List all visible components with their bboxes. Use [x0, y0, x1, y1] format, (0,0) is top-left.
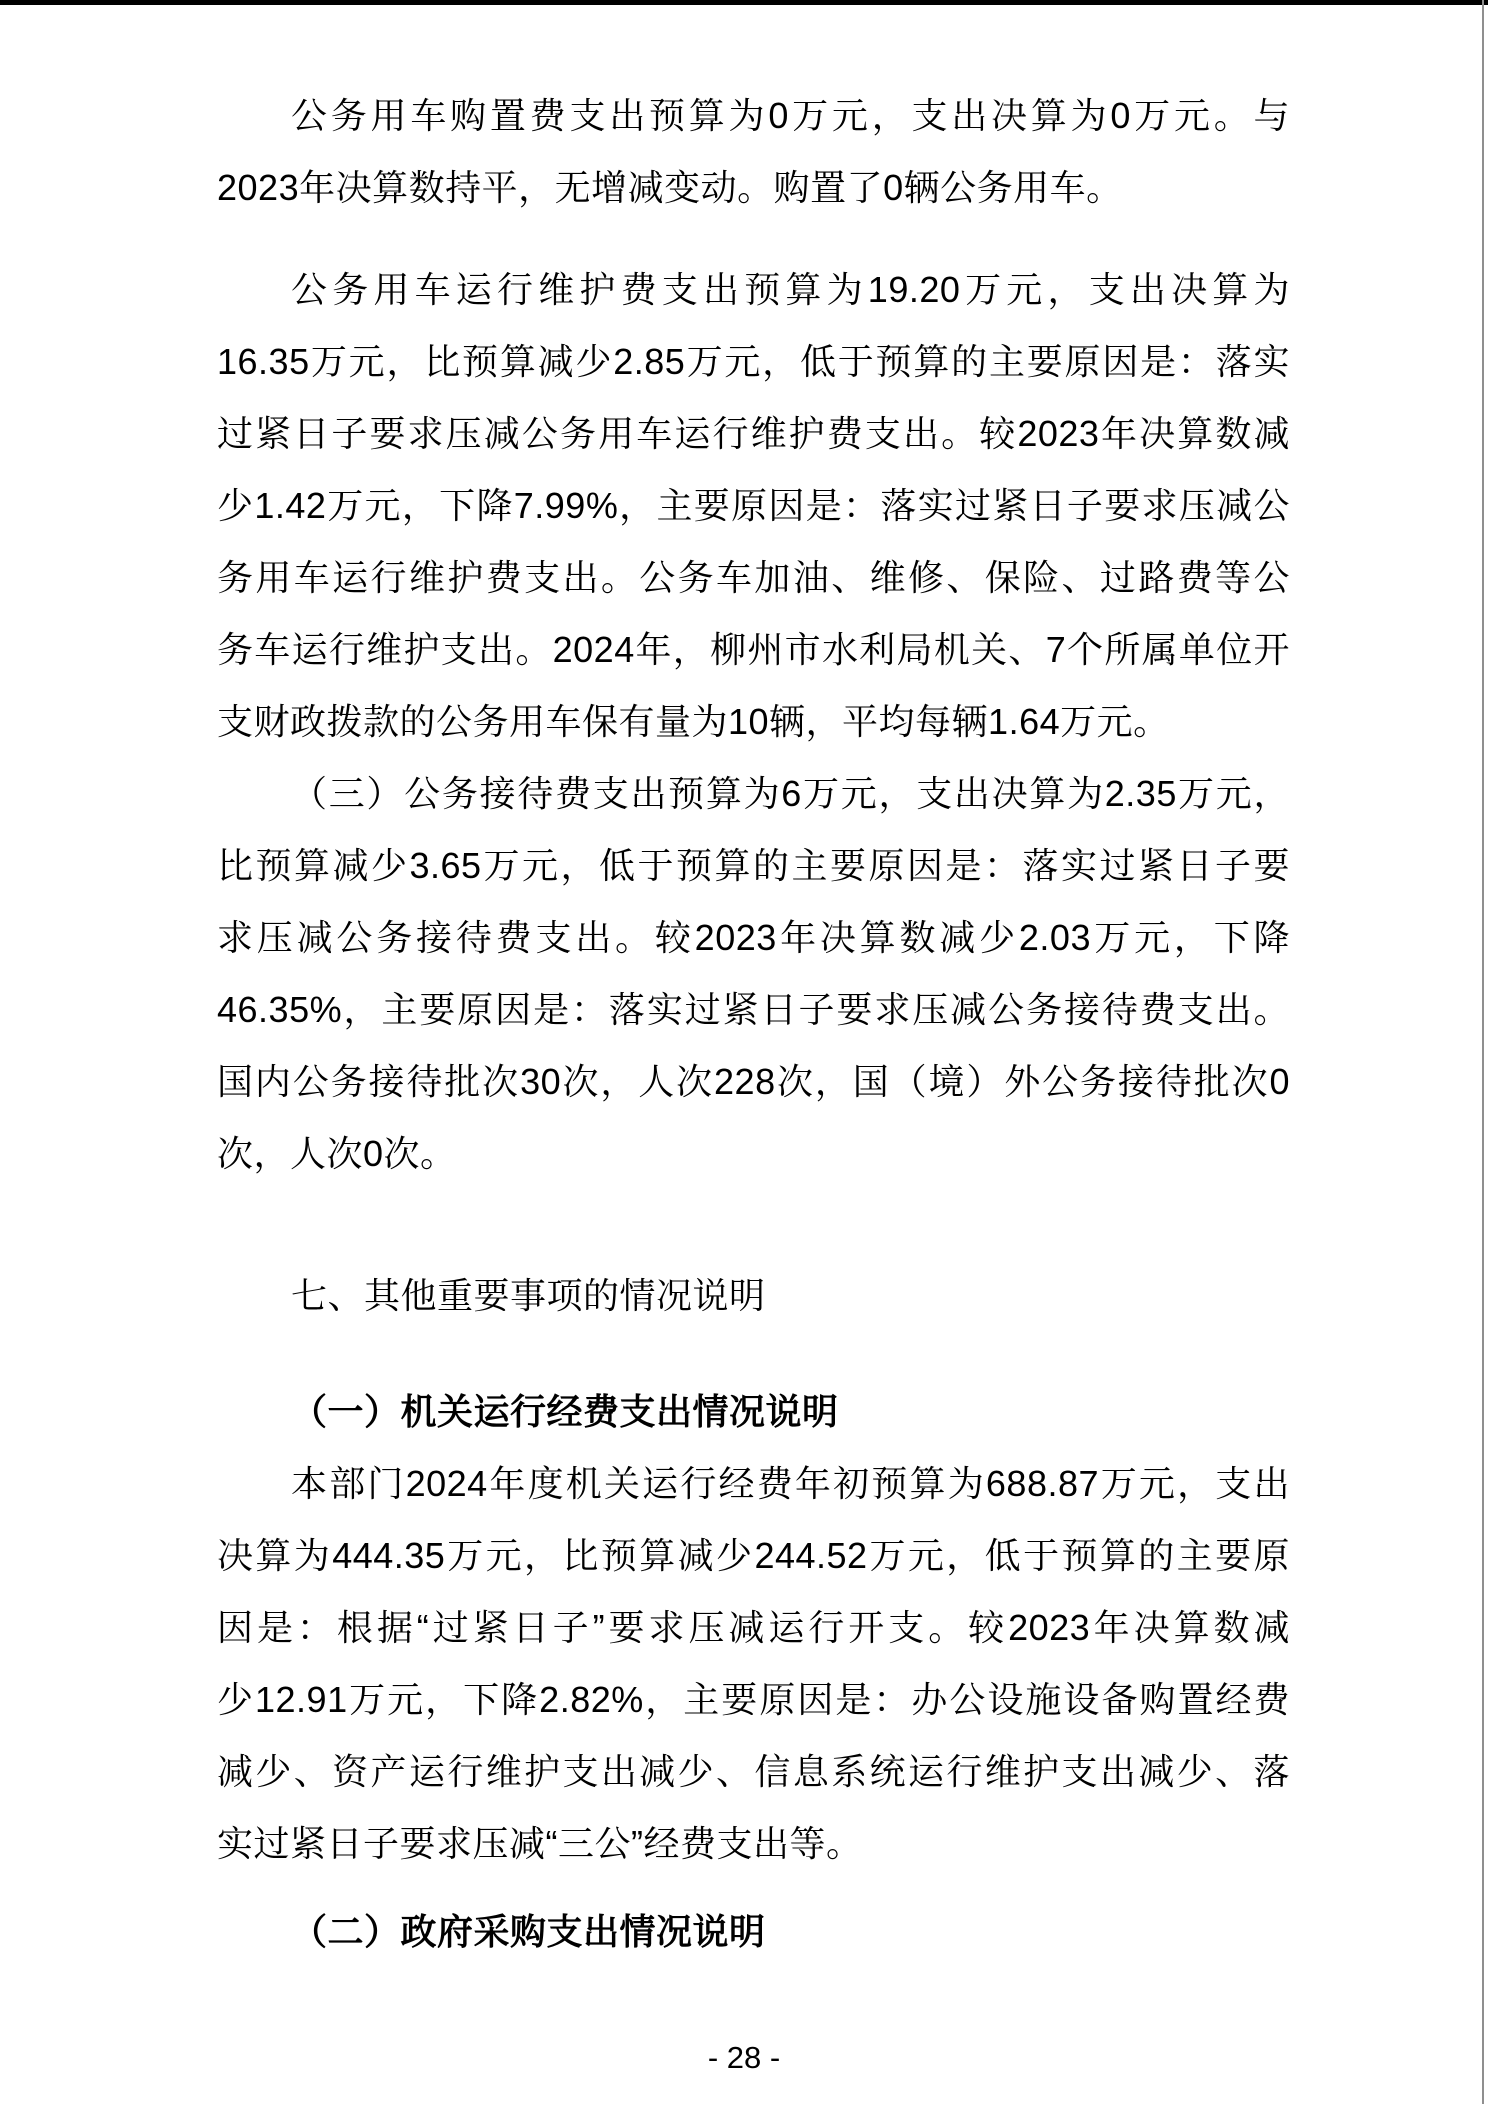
body-line: 实过紧日子要求压减“三公”经费支出等。 [217, 1823, 863, 1864]
subsection-heading: （一）机关运行经费支出情况说明 [291, 1391, 839, 1432]
body-line: 务用车运行维护费支出。公务车加油、维修、保险、过路费等公 [217, 557, 1290, 598]
body-line: 少1.42万元，下降7.99%，主要原因是：落实过紧日子要求压减公 [217, 485, 1290, 526]
body-line: 务车运行维护支出。2024年，柳州市水利局机关、7个所属单位开 [217, 629, 1290, 670]
body-line: 因是：根据“过紧日子”要求压减运行开支。较2023年决算数减 [217, 1607, 1290, 1648]
body-line: 减少、资产运行维护支出减少、信息系统运行维护支出减少、落 [217, 1751, 1290, 1792]
body-line: 公务用车运行维护费支出预算为19.20万元，支出决算为 [291, 269, 1290, 310]
body-line: 2023年决算数持平，无增减变动。购置了0辆公务用车。 [217, 167, 1123, 208]
body-line: 决算为444.35万元，比预算减少244.52万元，低于预算的主要原 [217, 1535, 1290, 1576]
body-line: 次，人次0次。 [217, 1133, 457, 1174]
body-line: 国内公务接待批次30次，人次228次，国（境）外公务接待批次0 [217, 1061, 1290, 1102]
body-line: 本部门2024年度机关运行经费年初预算为688.87万元，支出 [291, 1463, 1290, 1504]
body-line: 支财政拨款的公务用车保有量为10辆，平均每辆1.64万元。 [217, 701, 1170, 742]
page-number: - 28 - [707, 2040, 781, 2075]
section-heading: 七、其他重要事项的情况说明 [291, 1275, 766, 1316]
body-line: （三）公务接待费支出预算为6万元，支出决算为2.35万元， [291, 773, 1290, 814]
body-line: 16.35万元，比预算减少2.85万元，低于预算的主要原因是：落实 [217, 341, 1290, 382]
body-line: 46.35%，主要原因是：落实过紧日子要求压减公务接待费支出。 [217, 989, 1290, 1030]
body-line: 少12.91万元，下降2.82%，主要原因是：办公设施设备购置经费 [217, 1679, 1290, 1720]
body-line: 公务用车购置费支出预算为0万元，支出决算为0万元。与 [291, 95, 1290, 136]
body-line: 求压减公务接待费支出。较2023年决算数减少2.03万元，下降 [217, 917, 1290, 958]
body-line: 比预算减少3.65万元，低于预算的主要原因是：落实过紧日子要 [217, 845, 1290, 886]
subsection-heading: （二）政府采购支出情况说明 [291, 1911, 766, 1952]
body-line: 过紧日子要求压减公务用车运行维护费支出。较2023年决算数减 [217, 413, 1290, 454]
right-edge-line [1482, 0, 1484, 2104]
top-border-line [0, 0, 1488, 5]
